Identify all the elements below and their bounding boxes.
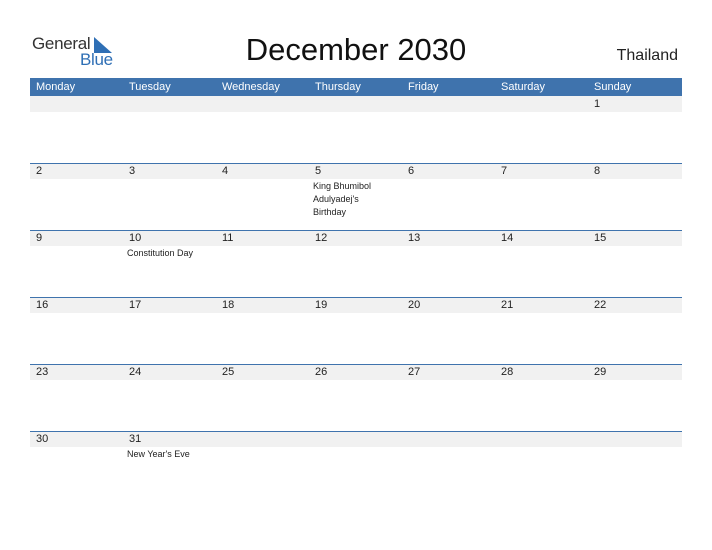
week-separator xyxy=(30,163,682,164)
weekday-saturday: Saturday xyxy=(501,81,546,93)
week-date-band xyxy=(30,364,682,380)
week-date-band xyxy=(30,297,682,313)
week-row xyxy=(30,431,682,491)
week-row xyxy=(30,163,682,223)
day-number: 7 xyxy=(501,165,508,177)
week-separator xyxy=(30,230,682,231)
day-number: 4 xyxy=(222,165,229,177)
week-separator xyxy=(30,297,682,298)
day-number: 17 xyxy=(129,299,142,311)
logo-blue-text: Blue xyxy=(80,50,113,69)
holiday-event: Constitution Day xyxy=(127,248,194,258)
day-number: 12 xyxy=(315,232,328,244)
holiday-event: King Bhumibol Adulyadej's Birthday xyxy=(313,181,372,217)
logo-general-text: General xyxy=(32,34,91,53)
weekday-wednesday: Wednesday xyxy=(222,81,280,93)
week-date-band xyxy=(30,230,682,246)
day-number: 11 xyxy=(222,232,234,244)
weekday-header xyxy=(30,78,682,96)
weekday-monday: Monday xyxy=(36,81,76,93)
day-number: 24 xyxy=(129,366,142,378)
day-number: 8 xyxy=(594,165,601,177)
day-number: 13 xyxy=(408,232,421,244)
day-number: 30 xyxy=(36,433,49,445)
day-number: 1 xyxy=(594,98,601,110)
day-number: 6 xyxy=(408,165,415,177)
week-date-band xyxy=(30,163,682,179)
week-date-band xyxy=(30,431,682,447)
holiday-event: New Year's Eve xyxy=(127,449,190,459)
day-number: 27 xyxy=(408,366,421,378)
week-separator xyxy=(30,431,682,432)
day-number: 29 xyxy=(594,366,607,378)
day-number: 18 xyxy=(222,299,235,311)
weekday-friday: Friday xyxy=(408,81,439,93)
week-row xyxy=(30,96,682,156)
day-number: 9 xyxy=(36,232,43,244)
week-separator xyxy=(30,364,682,365)
week-row xyxy=(30,230,682,290)
day-number: 21 xyxy=(501,299,514,311)
day-number: 28 xyxy=(501,366,514,378)
week-date-band xyxy=(30,96,682,112)
weekday-thursday: Thursday xyxy=(315,81,361,93)
day-number: 20 xyxy=(408,299,421,311)
day-number: 10 xyxy=(129,232,142,244)
day-number: 16 xyxy=(36,299,49,311)
day-number: 22 xyxy=(594,299,607,311)
weekday-sunday: Sunday xyxy=(594,81,632,93)
day-number: 2 xyxy=(36,165,43,177)
weekday-tuesday: Tuesday xyxy=(129,81,171,93)
country-label: Thailand xyxy=(616,47,678,64)
day-number: 25 xyxy=(222,366,235,378)
day-number: 3 xyxy=(129,165,136,177)
day-number: 26 xyxy=(315,366,328,378)
day-number: 14 xyxy=(501,232,514,244)
day-number: 31 xyxy=(129,433,142,445)
day-number: 23 xyxy=(36,366,49,378)
week-row xyxy=(30,364,682,424)
day-number: 15 xyxy=(594,232,607,244)
week-row xyxy=(30,297,682,357)
day-number: 19 xyxy=(315,299,328,311)
day-number: 5 xyxy=(315,165,322,177)
calendar-title: December 2030 xyxy=(245,32,467,67)
